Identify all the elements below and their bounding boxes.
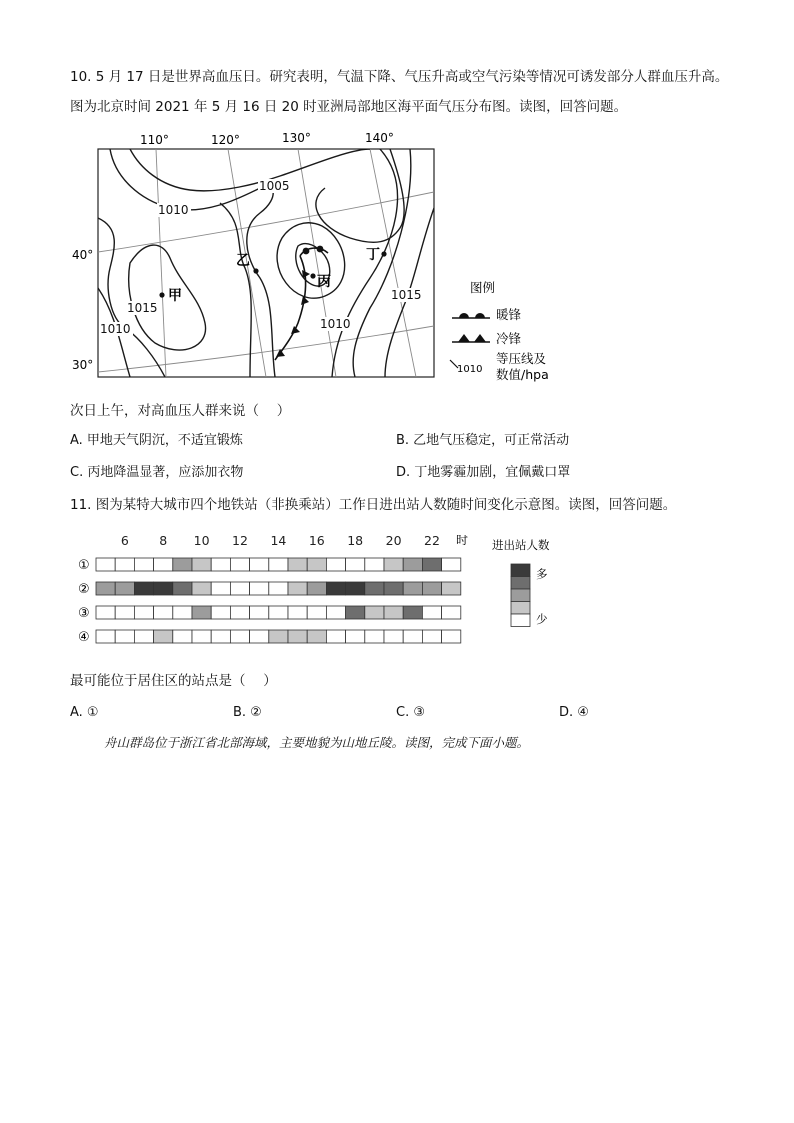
flow-cell [115, 606, 134, 619]
flow-cell [403, 630, 422, 643]
flow-cell [96, 582, 115, 595]
hour-tick-label: 20 [385, 535, 402, 548]
flow-cell [173, 606, 192, 619]
place-label-bing: 丙 [317, 274, 331, 290]
flow-cell [365, 558, 384, 571]
flow-cell [442, 606, 461, 619]
hour-tick-label: 12 [232, 535, 248, 548]
place-label-ding: 丁 [366, 247, 380, 263]
lon-label-140: 140° [365, 131, 394, 145]
place-dot-yi [253, 268, 258, 273]
flow-cell [307, 582, 326, 595]
flow-legend-less: 少 [536, 612, 548, 626]
flow-cell [403, 582, 422, 595]
next-question-intro: 舟山群岛位于浙江省北部海域，主要地貌为山地丘陵。读图，完成下面小题。 [104, 735, 530, 750]
hour-tick-label: 6 [120, 535, 129, 548]
flow-cell [134, 582, 153, 595]
hour-unit-label: 时 [456, 535, 469, 547]
flow-cell [365, 582, 384, 595]
warm-front-marker [303, 248, 310, 255]
flow-legend-title: 进出站人数 [492, 538, 550, 552]
flow-cell [250, 582, 269, 595]
flow-legend-swatch [511, 577, 530, 590]
flow-cell [422, 558, 441, 571]
legend-isobar-label-2: 数值/hpa [496, 367, 549, 382]
place-label-jia: 甲 [168, 288, 182, 304]
flow-cell [230, 558, 249, 571]
flow-cell [230, 582, 249, 595]
flow-cell [269, 630, 288, 643]
flow-cell [96, 558, 115, 571]
flow-cell [422, 582, 441, 595]
place-dot-jia [159, 292, 164, 297]
flow-cell [134, 630, 153, 643]
station-label: ③ [78, 606, 90, 621]
flow-cell [154, 582, 173, 595]
q10-option-c[interactable]: C. 丙地降温显著，应添加衣物 [70, 465, 244, 480]
flow-cell [230, 630, 249, 643]
flow-legend-swatch [511, 602, 530, 615]
q10-option-d[interactable]: D. 丁地雾霾加剧，宜佩戴口罩 [396, 465, 571, 480]
flow-cell [173, 558, 192, 571]
flow-cell [134, 558, 153, 571]
warm-front-legend-icon [452, 313, 490, 318]
subway-flow-chart [70, 535, 600, 660]
flow-legend-swatch [511, 564, 530, 577]
hour-tick-label: 10 [193, 535, 210, 548]
place-label-yi: 乙 [236, 253, 250, 269]
place-dot-bing [310, 273, 315, 278]
flow-cell [346, 630, 365, 643]
q11-stem: 11. 图为某特大城市四个地铁站（非换乘站）工作日进出站人数随时间变化示意图。读图，回答问题。 [70, 497, 677, 513]
flow-cell [384, 630, 403, 643]
lon-label-130: 130° [282, 131, 311, 145]
flow-cell [346, 606, 365, 619]
hour-tick-label: 18 [347, 535, 364, 548]
flow-cell [326, 558, 345, 571]
flow-cell [115, 558, 134, 571]
flow-cell [288, 606, 307, 619]
flow-cell [154, 630, 173, 643]
hour-tick-label: 14 [270, 535, 287, 548]
flow-cell [326, 606, 345, 619]
flow-cell [269, 606, 288, 619]
q11-option-a[interactable]: A. ① [70, 705, 99, 720]
flow-cell [173, 582, 192, 595]
flow-cell [134, 606, 153, 619]
flow-cell [384, 606, 403, 619]
flow-cell [365, 606, 384, 619]
q11-option-c[interactable]: C. ③ [396, 705, 425, 720]
isobar-value: 1010 [100, 322, 131, 336]
pressure-map-figure [70, 128, 570, 386]
lon-label-120: 120° [211, 133, 240, 147]
flow-cell [211, 606, 230, 619]
flow-cell [307, 558, 326, 571]
flow-cell [365, 630, 384, 643]
flow-cell [250, 630, 269, 643]
flow-cell [307, 606, 326, 619]
legend-cold-front-label: 冷锋 [496, 331, 522, 346]
flow-cell [288, 630, 307, 643]
lat-label-40: 40° [72, 248, 94, 262]
cold-front-legend-icon [452, 334, 490, 342]
flow-cell [288, 582, 307, 595]
lon-label-110: 110° [140, 133, 169, 147]
q10-stem-line2: 图为北京时间 2021 年 5 月 16 日 20 时亚洲局部地区海平面气压分布图。读图，回答问题。 [70, 99, 628, 115]
flow-cell [403, 558, 422, 571]
subway-flow-figure [70, 535, 600, 660]
flow-cell [192, 630, 211, 643]
legend-title: 图例 [470, 280, 496, 295]
flow-cell [192, 558, 211, 571]
flow-cell [115, 582, 134, 595]
flow-cell [96, 606, 115, 619]
flow-cell [192, 606, 211, 619]
flow-cell [442, 582, 461, 595]
q10-stem-line1: 10. 5 月 17 日是世界高血压日。研究表明，气温下降、气压升高或空气污染等情况可诱发部分人群血压升高。 [70, 69, 729, 85]
station-label: ④ [78, 630, 90, 645]
legend-isobar-label-1: 等压线及 [496, 351, 547, 366]
q10-option-b[interactable]: B. 乙地气压稳定，可正常活动 [396, 433, 570, 448]
flow-cell [307, 630, 326, 643]
flow-cell [230, 606, 249, 619]
isobar-value: 1010 [320, 317, 351, 331]
q10-question: 次日上午，对高血压人群来说（ ） [70, 403, 291, 419]
flow-cell [96, 630, 115, 643]
flow-cell [422, 606, 441, 619]
isobar-value: 1005 [259, 179, 290, 193]
flow-cell [346, 558, 365, 571]
legend-isobar-value: 1010 [457, 364, 483, 375]
flow-cell [403, 606, 422, 619]
flow-legend-swatch [511, 614, 530, 627]
flow-cell [288, 558, 307, 571]
isobar-value: 1015 [127, 301, 158, 315]
flow-cell [115, 630, 134, 643]
warm-front-marker [317, 246, 324, 253]
flow-cell [250, 558, 269, 571]
flow-cell [269, 582, 288, 595]
flow-cell [211, 582, 230, 595]
flow-cell [154, 558, 173, 571]
flow-cell [211, 630, 230, 643]
flow-cell [192, 582, 211, 595]
flow-cell [269, 558, 288, 571]
station-label: ① [78, 558, 90, 573]
flow-legend-swatch [511, 589, 530, 602]
lat-label-30: 30° [72, 358, 94, 372]
flow-cell [326, 582, 345, 595]
q11-question: 最可能位于居住区的站点是（ ） [70, 673, 277, 689]
isobar-value: 1015 [391, 288, 422, 302]
flow-cell [250, 606, 269, 619]
map-legend [450, 280, 549, 382]
flow-cell [326, 630, 345, 643]
place-dot-ding [381, 251, 386, 256]
flow-cell [346, 582, 365, 595]
flow-cell [211, 558, 230, 571]
q11-option-b[interactable]: B. ② [233, 705, 262, 720]
flow-cell [384, 582, 403, 595]
flow-cell [442, 630, 461, 643]
station-label: ② [78, 582, 90, 597]
pressure-map [70, 128, 570, 386]
flow-cell [442, 558, 461, 571]
legend-warm-front-label: 暖锋 [496, 307, 522, 322]
q11-option-d[interactable]: D. ④ [559, 705, 589, 720]
hour-tick-label: 8 [159, 535, 168, 548]
hour-tick-label: 16 [308, 535, 325, 548]
flow-legend-more: 多 [536, 567, 548, 581]
q10-option-a[interactable]: A. 甲地天气阴沉，不适宜锻炼 [70, 433, 243, 448]
flow-cell [422, 630, 441, 643]
flow-legend [492, 538, 550, 627]
isobar-value: 1010 [158, 203, 189, 217]
flow-cell [173, 630, 192, 643]
flow-cell [154, 606, 173, 619]
flow-cell [384, 558, 403, 571]
hour-tick-label: 22 [424, 535, 440, 548]
